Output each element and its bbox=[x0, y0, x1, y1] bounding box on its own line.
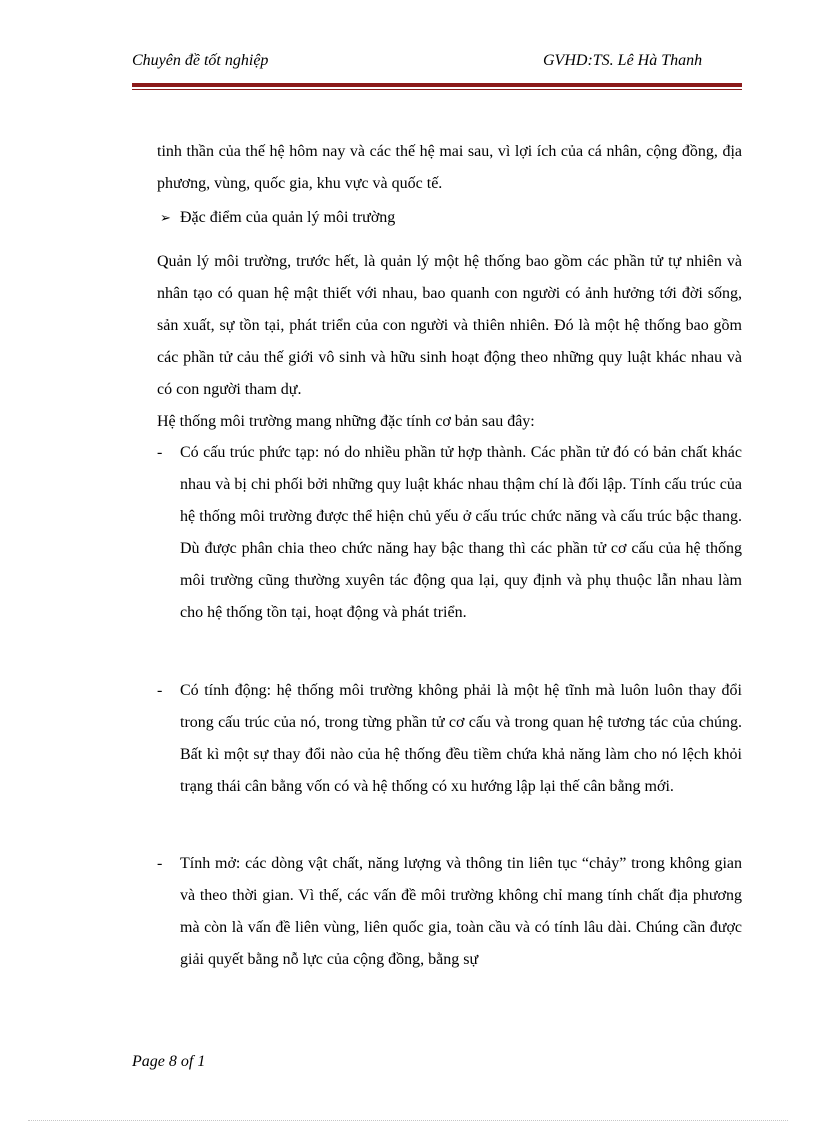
document-header-title: Chuyên đề tốt nghiệp bbox=[132, 52, 269, 69]
arrow-bullet-icon: ➢ bbox=[160, 210, 171, 225]
intro-paragraph: tinh thần của thế hệ hôm nay và các thế hệ mai sau, vì lợi ích của cá nhân, cộng đồng, địa phương, vùng, quốc gia, khu vực và quốc tế. bbox=[157, 143, 742, 192]
page-number: Page 8 of 1 bbox=[132, 1053, 206, 1070]
bullet-item-structure: Có cấu trúc phức tạp: nó do nhiều phần tử hợp thành. Các phần tử đó có bản chất khác nhau và bị chi phối bởi những quy luật khác nhau thậm chí là đối lập. Tính cấu trúc của hệ thống môi trường được thể hiện chủ yếu ở cấu trúc chức năng và cấu trúc bậc thang. Dù được phân chia theo chức năng hay bậc thang thì các phần tử cơ cấu của hệ thống môi trường cũng thường xuyên tác động qua lại, quy định và phụ thuộc lẫn nhau làm cho hệ thống tồn tại, hoạt động và phát triển. bbox=[180, 444, 742, 621]
dash-bullet-icon: - bbox=[157, 682, 163, 699]
dash-bullet-icon: - bbox=[157, 855, 163, 872]
bullet-item-open: Tính mở: các dòng vật chất, năng lượng và thông tin liên tục “chảy” trong không gian và theo thời gian. Vì thế, các vấn đề môi trường không chỉ mang tính chất địa phương mà còn là vấn đề liên vùng, liên quốc gia, toàn cầu và có tính lâu dài. Chúng cần được giải quyết bằng nỗ lực của cộng đồng, bằng sự bbox=[180, 855, 742, 968]
page-bottom-border bbox=[28, 1120, 788, 1121]
paragraph-1: Quản lý môi trường, trước hết, là quản lý một hệ thống bao gồm các phần tử tự nhiên và nhân tạo có quan hệ mật thiết với nhau, bao quanh con người có ảnh hưởng tới đời sống, sản xuất, sự tồn tại, phát triển của con người và thiên nhiên. Đó là một hệ thống bao gồm các phần tử cảu thế giới vô sinh và hữu sinh hoạt động theo những quy luật khác nhau và có con người tham dự. bbox=[157, 253, 742, 398]
header-rule-thin bbox=[132, 89, 742, 90]
section-heading: Đặc điểm của quản lý môi trường bbox=[180, 209, 396, 226]
dash-bullet-icon: - bbox=[157, 444, 163, 461]
document-header-advisor: GVHD:TS. Lê Hà Thanh bbox=[543, 52, 703, 69]
bullet-item-dynamic: Có tính động: hệ thống môi trường không phải là một hệ tĩnh mà luôn luôn thay đổi trong cấu trúc của nó, trong từng phần tử cơ cấu và trong quan hệ tương tác của chúng. Bất kì một sự thay đổi nào của hệ thống đều tiềm chứa khả năng làm cho nó lệch khỏi trạng thái cân bằng vốn có và hệ thống có xu hướng lập lại thế cân bằng mới. bbox=[180, 682, 742, 795]
paragraph-2: Hệ thống môi trường mang những đặc tính cơ bản sau đây: bbox=[157, 413, 535, 430]
header-rule-thick bbox=[132, 83, 742, 87]
